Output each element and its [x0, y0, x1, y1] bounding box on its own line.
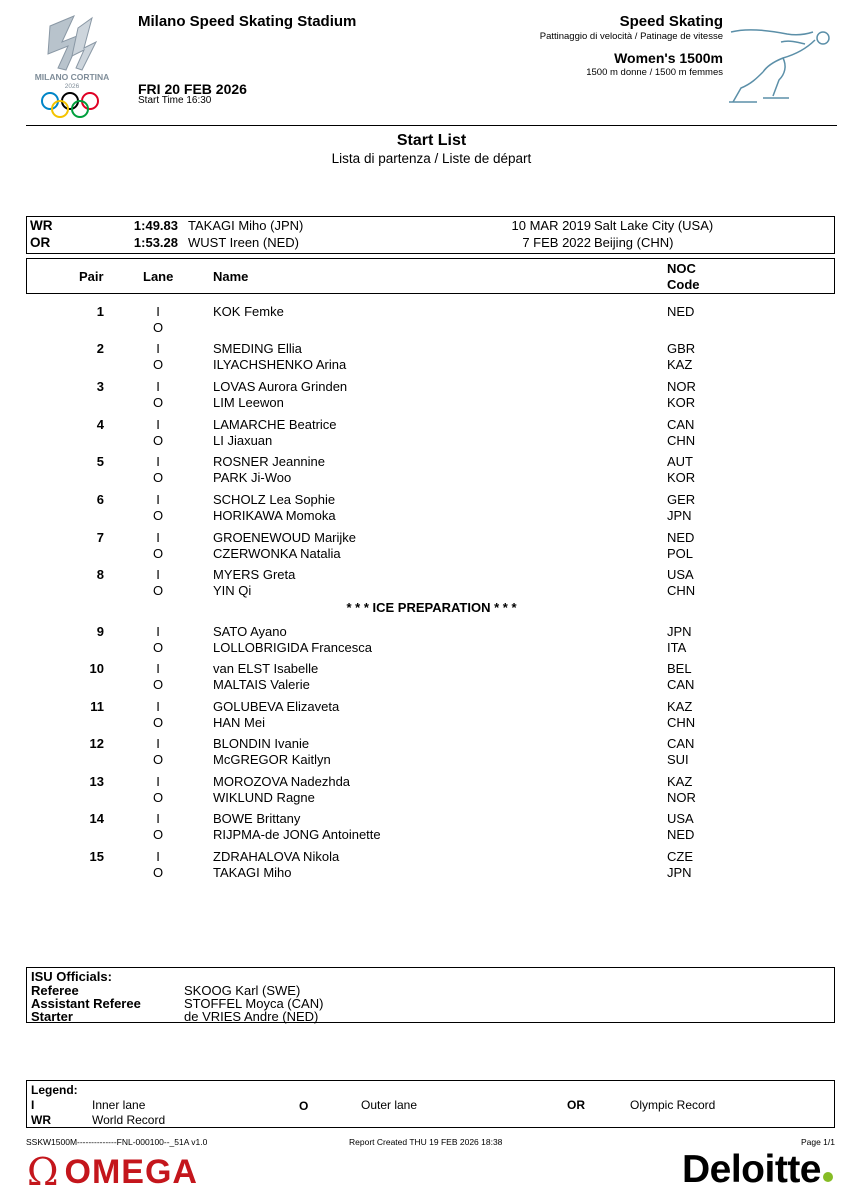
official-name: de VRIES Andre (NED): [184, 1009, 319, 1024]
lane: O: [152, 357, 164, 372]
table-row: [0, 470, 863, 486]
athlete-name: TAKAGI Miho: [213, 865, 292, 880]
lane: O: [152, 546, 164, 561]
event-date: FRI 20 FEB 2026: [138, 81, 247, 97]
pair-number: 1: [96, 304, 104, 319]
noc-code: BEL: [667, 661, 692, 676]
record-code: OR: [30, 235, 51, 250]
event-name: Women's 1500m: [614, 50, 723, 66]
omega-logo: [27, 1152, 198, 1192]
omega-symbol-icon: Ω: [27, 1150, 59, 1194]
record-place: Beijing (CHN): [594, 235, 674, 250]
official-name: STOFFEL Moyca (CAN): [184, 996, 324, 1011]
table-row: [0, 790, 863, 806]
lane: I: [156, 736, 160, 751]
table-row: [0, 715, 863, 731]
lane: I: [156, 811, 160, 826]
sport-name: Speed Skating: [619, 13, 723, 30]
athlete-name: YIN Qi: [213, 583, 252, 598]
lane: O: [152, 865, 164, 880]
athlete-name: HAN Mei: [213, 715, 266, 730]
athlete-name: PARK Ji-Woo: [213, 470, 292, 485]
official-role: Referee: [31, 983, 79, 998]
record-date: 10 MAR 2019: [511, 218, 591, 233]
lane: I: [156, 699, 160, 714]
document-title: Start List: [396, 132, 467, 149]
pair-number: 11: [90, 699, 104, 714]
athlete-name: GROENEWOUD Marijke: [213, 530, 357, 545]
pair-number: 15: [89, 849, 104, 864]
table-row: [0, 699, 863, 715]
noc-code: KOR: [667, 470, 696, 485]
lane: O: [152, 320, 164, 335]
lane: I: [156, 567, 160, 582]
pair-number: 4: [96, 417, 104, 432]
table-row: [0, 661, 863, 677]
deloitte-wordmark: Deloitte: [681, 1148, 821, 1191]
noc-code: CAN: [667, 417, 695, 432]
deloitte-logo: [682, 1148, 833, 1192]
table-row: [0, 395, 863, 411]
record-row-wr: [27, 218, 834, 234]
noc-code: NOR: [667, 790, 696, 805]
athlete-name: SMEDING Ellia: [213, 341, 302, 356]
athlete-name: LI Jiaxuan: [213, 433, 273, 448]
lane: I: [156, 379, 160, 394]
lane: I: [156, 661, 160, 676]
athlete-name: BOWE Brittany: [213, 811, 301, 826]
athlete-name: MALTAIS Valerie: [213, 677, 310, 692]
report-created: Report Created THU 19 FEB 2026 18:38: [349, 1137, 503, 1147]
pair-number: 10: [89, 661, 104, 676]
table-row: [0, 583, 863, 599]
column-header-noc: NOC: [667, 261, 696, 276]
table-row: [0, 640, 863, 656]
table-row: [0, 624, 863, 640]
header-divider: [26, 125, 837, 126]
record-row-or: [27, 235, 834, 251]
record-place: Salt Lake City (USA): [594, 218, 714, 233]
pair-number: 9: [96, 624, 104, 639]
noc-code: NED: [667, 304, 695, 319]
athlete-name: WIKLUND Ragne: [213, 790, 315, 805]
table-row: [0, 567, 863, 583]
athlete-name: KOK Femke: [213, 304, 284, 319]
legend-key: I: [31, 1098, 35, 1112]
officials-box: [26, 967, 835, 1023]
officials-title: ISU Officials:: [31, 969, 112, 984]
lane: I: [156, 304, 160, 319]
table-row: [0, 320, 863, 336]
lane: O: [152, 677, 164, 692]
legend-value: World Record: [92, 1113, 166, 1127]
legend-value: Olympic Record: [630, 1098, 716, 1112]
official-name: SKOOG Karl (SWE): [184, 983, 301, 998]
noc-code: USA: [667, 811, 694, 826]
record-holder: TAKAGI Miho (JPN): [188, 218, 304, 233]
table-row: [0, 379, 863, 395]
lane: O: [152, 715, 164, 730]
lane: I: [156, 341, 160, 356]
athlete-name: MYERS Greta: [213, 567, 296, 582]
noc-code: USA: [667, 567, 694, 582]
start-list-header: [26, 258, 835, 294]
lane: O: [152, 583, 164, 598]
official-role: Assistant Referee: [31, 996, 141, 1011]
lane: O: [152, 640, 164, 655]
lane: O: [152, 470, 164, 485]
noc-code: AUT: [667, 454, 693, 469]
pair-number: 8: [96, 567, 104, 582]
lane: O: [152, 395, 164, 410]
omega-wordmark: OMEGA: [64, 1152, 198, 1191]
venue-name: Milano Speed Skating Stadium: [138, 13, 357, 30]
athlete-name: ZDRAHALOVA Nikola: [213, 849, 340, 864]
athlete-name: LIM Leewon: [213, 395, 284, 410]
table-row: [0, 774, 863, 790]
games-logo-text: MILANO CORTINA: [34, 72, 110, 82]
lane: I: [156, 530, 160, 545]
noc-code: ITA: [667, 640, 687, 655]
record-date: 7 FEB 2022: [522, 235, 591, 250]
legend-value: Outer lane: [361, 1098, 418, 1112]
lane: O: [152, 827, 164, 842]
table-row: [0, 736, 863, 752]
athlete-name: van ELST Isabelle: [213, 661, 319, 676]
games-logo-year: 2026: [64, 83, 80, 90]
pair-number: 14: [89, 811, 104, 826]
table-row: [0, 752, 863, 768]
ice-preparation-notice: * * * ICE PREPARATION * * *: [346, 600, 517, 615]
table-row: [0, 827, 863, 843]
table-row: [0, 304, 863, 320]
lane: I: [156, 774, 160, 789]
athlete-name: RIJPMA-de JONG Antoinette: [213, 827, 381, 842]
noc-code: JPN: [667, 508, 692, 523]
athlete-name: HORIKAWA Momoka: [213, 508, 336, 523]
table-row: [0, 865, 863, 881]
noc-code: KOR: [667, 395, 696, 410]
noc-code: CAN: [667, 736, 695, 751]
legend-box: [26, 1080, 835, 1128]
noc-code: KAZ: [667, 699, 693, 714]
lane: I: [156, 417, 160, 432]
legend-title: Legend:: [31, 1083, 78, 1097]
athlete-name: BLONDIN Ivanie: [213, 736, 310, 751]
table-row: [0, 341, 863, 357]
legend-key: O: [299, 1099, 309, 1113]
athlete-name: LOVAS Aurora Grinden: [213, 379, 348, 394]
event-translations: 1500 m donne / 1500 m femmes: [586, 67, 723, 78]
table-row: [0, 492, 863, 508]
record-time: 1:53.28: [133, 235, 178, 250]
record-holder: WUST Ireen (NED): [188, 235, 299, 250]
lane: O: [152, 433, 164, 448]
lane: O: [152, 790, 164, 805]
column-header-pair: Pair: [79, 269, 104, 284]
table-row: [0, 677, 863, 693]
record-time: 1:49.83: [133, 218, 178, 233]
document-code: SSKW1500M--------------FNL-000100--_51A v1.0: [26, 1137, 208, 1147]
table-row: [0, 357, 863, 373]
speed-skater-icon: [727, 22, 839, 106]
noc-code: CAN: [667, 677, 695, 692]
noc-code: GBR: [667, 341, 696, 356]
table-row: [0, 530, 863, 546]
athlete-name: ILYACHSHENKO Arina: [213, 357, 347, 372]
start-time: Start Time 16:30: [138, 95, 212, 106]
table-row: [0, 433, 863, 449]
noc-code: NED: [667, 827, 695, 842]
noc-code: CZE: [667, 849, 693, 864]
pair-number: 7: [96, 530, 104, 545]
noc-code: CHN: [667, 583, 696, 598]
table-row: [0, 417, 863, 433]
noc-code: SUI: [667, 752, 689, 767]
athlete-name: SCHOLZ Lea Sophie: [213, 492, 336, 507]
pair-number: 2: [96, 341, 104, 356]
athlete-name: ROSNER Jeannine: [213, 454, 325, 469]
games-logo: [22, 8, 122, 120]
table-row: [0, 454, 863, 470]
lane: I: [156, 849, 160, 864]
column-header-code: Code: [667, 277, 700, 292]
lane: I: [156, 492, 160, 507]
noc-code: CHN: [667, 433, 696, 448]
noc-code: CHN: [667, 715, 696, 730]
lane: O: [152, 752, 164, 767]
noc-code: POL: [667, 546, 694, 561]
event-info: [540, 13, 723, 78]
table-row: [0, 508, 863, 524]
legend-key: WR: [31, 1113, 51, 1127]
athlete-name: MOROZOVA Nadezhda: [213, 774, 351, 789]
noc-code: NOR: [667, 379, 696, 394]
table-row: [0, 849, 863, 865]
noc-code: NED: [667, 530, 695, 545]
noc-code: KAZ: [667, 774, 693, 789]
athlete-name: GOLUBEVA Elizaveta: [213, 699, 340, 714]
lane: O: [152, 508, 164, 523]
noc-code: KAZ: [667, 357, 693, 372]
legend-key: OR: [567, 1098, 585, 1112]
pair-number: 12: [89, 736, 104, 751]
table-row: [0, 811, 863, 827]
athlete-name: CZERWONKA Natalia: [213, 546, 341, 561]
noc-code: JPN: [667, 865, 692, 880]
column-header-name: Name: [213, 269, 249, 284]
pair-number: 3: [96, 379, 104, 394]
pair-number: 13: [89, 774, 104, 789]
deloitte-dot-icon: [823, 1172, 833, 1182]
document-subtitle: Lista di partenza / Liste de départ: [331, 151, 532, 166]
lane: I: [156, 624, 160, 639]
page-number: Page 1/1: [800, 1137, 835, 1147]
athlete-name: LAMARCHE Beatrice: [213, 417, 337, 432]
lane: I: [156, 454, 160, 469]
records-box: [26, 216, 835, 254]
official-role: Starter: [31, 1009, 73, 1024]
pair-number: 5: [96, 454, 104, 469]
table-row: [0, 546, 863, 562]
athlete-name: McGREGOR Kaitlyn: [213, 752, 331, 767]
noc-code: JPN: [667, 624, 692, 639]
athlete-name: SATO Ayano: [213, 624, 287, 639]
record-code: WR: [30, 218, 53, 233]
legend-value: Inner lane: [92, 1098, 146, 1112]
column-header-lane: Lane: [143, 269, 174, 284]
noc-code: GER: [667, 492, 696, 507]
olympic-rings-icon: [42, 93, 98, 117]
pair-number: 6: [96, 492, 104, 507]
sport-translations: Pattinaggio di velocità / Patinage de vitesse: [539, 31, 723, 42]
athlete-name: LOLLOBRIGIDA Francesca: [213, 640, 372, 655]
